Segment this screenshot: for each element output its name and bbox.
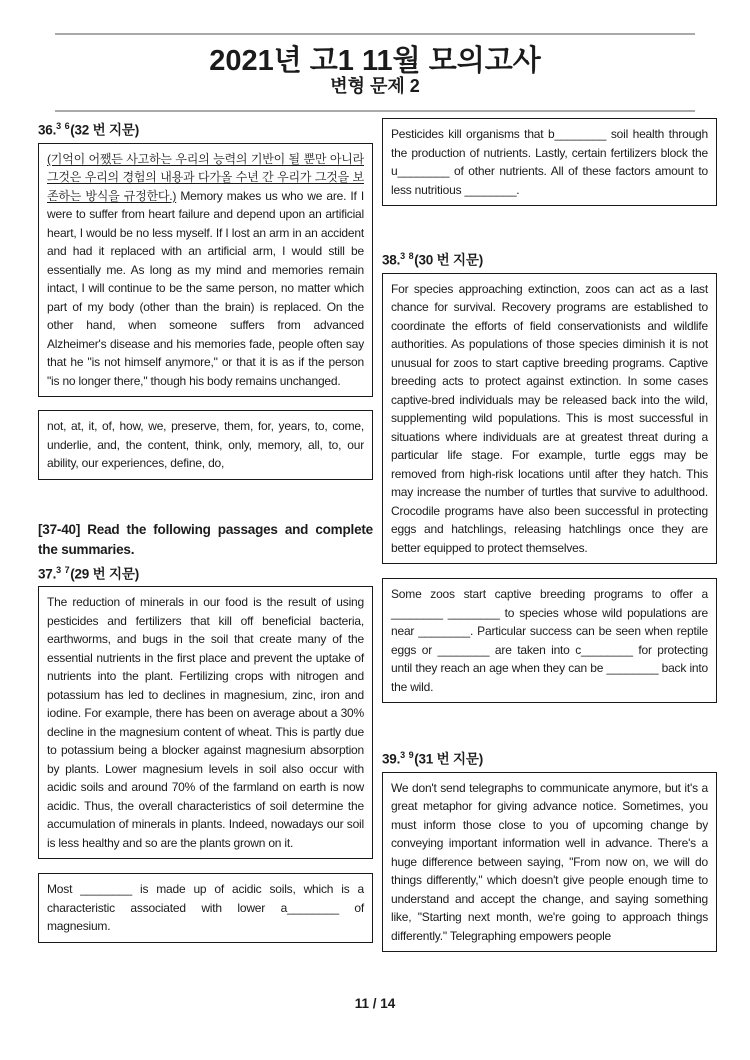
question-36-korean-hint: (기억이 어쨌든 사고하는 우리의 능력의 기반이 될 뿐만 아니라 그것은 우리의 경험의 내용과 다가올 수년 간 우리가 그것을 보존하는 방식을 규정한다.) [47, 151, 364, 203]
question-37-summary-box-part1 [38, 873, 373, 943]
question-38-number: 38. [382, 252, 401, 268]
header-rule-top [55, 33, 695, 35]
question-38-superscript: 3 8 [400, 251, 415, 261]
question-37-summary-box-part2 [382, 118, 717, 206]
question-38-heading [382, 248, 717, 269]
question-36-superscript: 3 6 [56, 121, 71, 131]
page-number: 11 / 14 [354, 996, 396, 1011]
right-column [382, 118, 717, 952]
page-subtitle: 변형 문제 2 [330, 76, 420, 96]
question-39-heading [382, 747, 717, 768]
question-39-superscript: 3 9 [400, 750, 415, 760]
question-37-passage-text: The reduction of minerals in our food is the result of using pesticides and fertilizers that kill off beneficial bacteria, earthworms, and bugs in the soil that create many of the essential nutrients in the first place and prevent the uptake of nutrients into the plant. Fertilizing crops with nitrogen and potassium has led to declines in magnesium, zinc, iron and iodine. For example, there has been on average about a 30% decline in the magnesium content of wheat. This is partly due to potassium being a blocker against magnesium absorption by plants. Lower magnesium levels in soil also occur with acidic soils and around 70% of the farmland on earth is now acidic. Thus, the overall characteristics of soil determine the accumulation of minerals in plants. Indeed, nowadays our soil is less healthy and so are the plants grown on it. [47, 595, 364, 850]
question-37-number: 37. [38, 566, 57, 581]
question-36-word-bank-box [38, 410, 373, 480]
question-37-heading [38, 562, 373, 583]
question-38-summary-box [382, 578, 717, 703]
question-37-superscript: 3 7 [56, 564, 71, 575]
question-36-number: 36. [38, 122, 57, 138]
question-37-summary-text-part2: Pesticides kill organisms that b________ soil health through the production of nutrients. Lastly, certain fertilizers block the u________ of other nutrients. All of these factors amount to less nutritious ________. [391, 127, 708, 197]
question-38-passage-text: For species approaching extinction, zoos can act as a last chance for survival. Recovery programs are established to coordinate the efforts of field conservationists and wildlife authorities. As populations of those species diminish it is not unusual for zoos to start captive breeding programs. Captive breeding acts to protect against extinction. In some cases captive-bred individuals may be released back into the wild, supplementing wild populations. This is most successful in situations where individuals are at greatest threat during a particular life stage. For example, turtle eggs may be removed from high-risk locations until after they hatch. This may increase the number of turtles that survive to adulthood. Crocodile programs have also been successful in protecting eggs and hatchlings, releasing hatchlings once they are better equipped to protect themselves. [391, 281, 708, 555]
instruction-37-40: [37-40] Read the following passages and complete the summaries. [38, 521, 373, 557]
question-37-passage-box [38, 586, 373, 859]
page-title: 2021년 고1 11월 모의고사 [209, 45, 541, 77]
question-37-summary-text-part1: Most ________ is made up of acidic soils, which is a characteristic associated with lower a________ of magnesium. [47, 882, 364, 933]
question-36-source-label: (32 번 지문) [70, 122, 140, 138]
question-39-passage-text: We don't send telegraphs to communicate anymore, but it's a great metaphor for giving advance notice. Sometimes, you must inform those close to you of upcoming change by conveying important information well in advance. There's a huge difference between saying, "From now on, we will do things differently," which doesn't give people enough time to understand and accept the change, and saying something like, "Starting next month, we're going to approach things differently." Telegraphing empowers people [391, 780, 708, 943]
question-36-word-bank-text: not, at, it, of, how, we, preserve, them, for, years, to, come, underlie, and, the content, think, only, memory, all, to, our ability, our experiences, define, do, [47, 419, 364, 470]
left-column [38, 118, 373, 943]
question-38-source-label: (30 번 지문) [414, 252, 484, 268]
question-37-source-label: (29 번 지문) [70, 566, 140, 581]
question-39-source-label: (31 번 지문) [414, 751, 484, 767]
question-38-summary-text: Some zoos start captive breeding programs to offer a ________ ________ to species whose wild populations are near ________. Particular success can be seen when reptile eggs or ________ are taken into c________ for protecting until they reach an age when they can be ________ back into the wild. [391, 587, 708, 694]
question-36-heading [38, 118, 373, 139]
question-36-passage-box [38, 143, 373, 398]
question-39-passage-box [382, 772, 717, 953]
question-36-passage-text: Memory makes us who we are. If I were to suffer from heart failure and depend upon an artificial heart, I would be no less myself. If I lost an arm in an accident and had it replaced with an artificial arm, I would still be essentially me. As long as my mind and memories remain intact, I will continue to be the same person, no matter which part of my body (other than the brain) is replaced. On the other hand, when someone suffers from advanced Alzheimer's disease and his memories fade, people often say that he "is not himself anymore," or that it is as if the person "is no longer there," though his body remains unchanged. [47, 188, 364, 388]
question-38-passage-box [382, 273, 717, 565]
question-39-number: 39. [382, 751, 401, 767]
header-rule-bottom [55, 110, 695, 112]
